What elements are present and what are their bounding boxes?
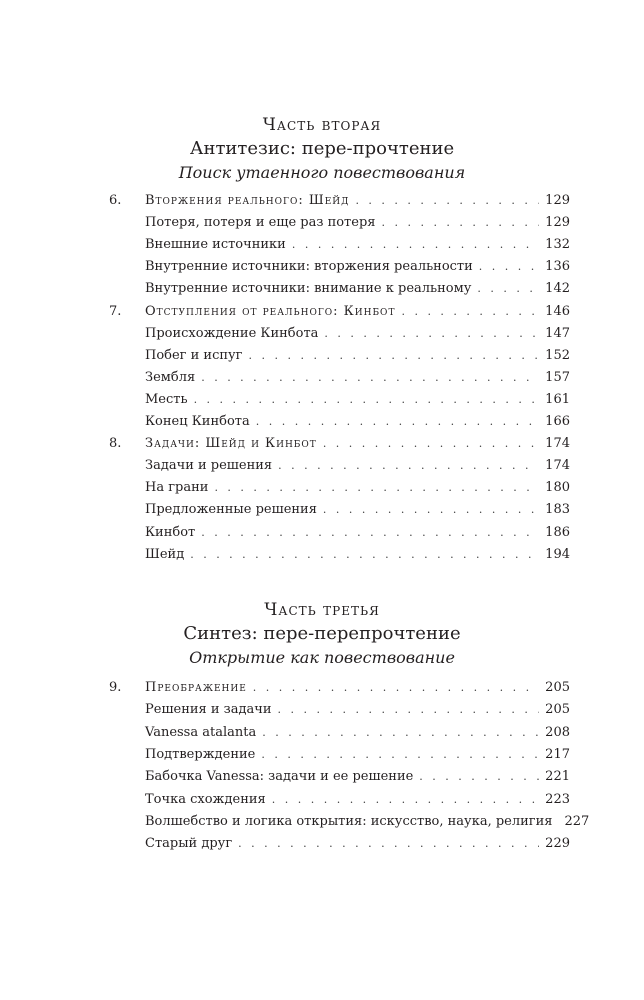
toc-section-entry (0, 411, 644, 433)
page-number: 129 (545, 215, 570, 231)
dot-leader (201, 522, 539, 544)
entry-title: Вторжения реального: Шейд (145, 193, 350, 208)
page-number: 161 (545, 391, 570, 407)
dot-leader (355, 190, 539, 212)
toc-section-entry (0, 722, 644, 744)
toc-chapter-entry (0, 301, 644, 323)
toc-section-entry (0, 744, 644, 766)
entry-title: На грани (145, 480, 209, 496)
dot-leader (324, 323, 539, 345)
toc-section-entry (0, 455, 644, 477)
toc-section-entry (0, 477, 644, 499)
toc-section-entry (0, 499, 644, 521)
dot-leader (262, 722, 539, 744)
entry-title: Происхождение Кинбота (145, 325, 319, 341)
page-number: 129 (545, 193, 570, 208)
toc-chapter-entry (0, 433, 644, 455)
page-number: 152 (545, 347, 570, 363)
entry-title: Точка схождения (145, 791, 266, 807)
entry-title: Vanessa atalanta (145, 724, 257, 740)
page-number: 166 (545, 414, 570, 429)
part-subtitle: Поиск утаенного повествования (178, 163, 466, 182)
entry-title: Задачи: Шейд и Кинбот (145, 436, 317, 452)
page-number: 186 (545, 524, 570, 540)
toc-chapter-entry (0, 190, 644, 212)
toc-section-entry (0, 256, 644, 278)
dot-leader (401, 301, 539, 323)
toc-section-entry (0, 544, 644, 566)
part-label: Часть вторая (262, 115, 382, 135)
dot-leader (477, 278, 539, 300)
dot-leader (272, 789, 539, 811)
part-three-heading (0, 599, 644, 669)
page-number: 136 (545, 259, 570, 275)
page-number: 183 (545, 502, 570, 518)
chapter-number: 8. (109, 436, 122, 452)
dot-leader (278, 699, 540, 721)
page-number: 217 (545, 746, 570, 762)
part-label: Часть третья (264, 600, 380, 620)
dot-leader (261, 744, 539, 766)
entry-title: Внутренние источники: внимание к реальному (145, 281, 472, 297)
entry-title: Старый друг (145, 836, 233, 852)
dot-leader (249, 345, 540, 367)
page-number: 205 (545, 702, 570, 718)
dot-leader (381, 212, 539, 234)
entry-title: Потеря, потеря и еще раз потеря (145, 215, 376, 231)
page-number: 229 (545, 836, 570, 852)
page-number: 174 (545, 458, 570, 474)
dot-leader (253, 677, 539, 699)
entry-title: Побег и испуг (145, 347, 243, 363)
entry-title: Внутренние источники: вторжения реальности (145, 259, 473, 275)
entry-title: Преображение (145, 680, 247, 695)
dot-leader (194, 389, 540, 411)
dot-leader (292, 234, 539, 256)
page-number: 180 (545, 480, 570, 496)
dot-leader (323, 433, 539, 455)
toc-section-entry (0, 811, 644, 833)
toc-section-entry (0, 699, 644, 721)
entry-title: Волшебство и логика открытия: искусство, наука, религия (145, 813, 553, 829)
dot-leader (323, 499, 539, 521)
toc-section-entry (0, 522, 644, 544)
page-number: 147 (545, 325, 570, 341)
chapter-number: 6. (109, 193, 122, 208)
part-title: Синтез: пере-перепрочтение (183, 623, 461, 644)
page-number: 146 (545, 303, 570, 319)
dot-leader (419, 766, 539, 788)
entry-title: Предложенные решения (145, 502, 317, 518)
page-number: 227 (564, 813, 590, 829)
entry-title: Бабочка Vanessa: задачи и ее решение (145, 769, 414, 785)
toc-section-entry (0, 278, 644, 300)
entry-title: Кинбот (145, 524, 196, 540)
entry-title: Зембля (145, 369, 196, 385)
toc-section-entry (0, 367, 644, 389)
page-number: 174 (545, 436, 570, 452)
entry-title: Месть (145, 391, 188, 407)
entry-title: Решения и задачи (145, 702, 272, 718)
page-number: 221 (545, 769, 570, 785)
page-number: 205 (545, 680, 570, 695)
toc-section-entry (0, 789, 644, 811)
dot-leader (190, 544, 539, 566)
entry-title: Внешние источники (145, 237, 286, 253)
dot-leader (479, 256, 539, 278)
dot-leader (278, 455, 539, 477)
page-number: 142 (545, 281, 570, 297)
page-number: 208 (545, 724, 570, 740)
dot-leader (238, 833, 539, 855)
toc-section-entry (0, 833, 644, 855)
toc-section-entry (0, 323, 644, 345)
toc-chapter-entry (0, 677, 644, 699)
part-subtitle: Открытие как повествование (189, 648, 455, 667)
entry-title: Отступления от реального: Кинбот (145, 303, 396, 319)
dot-leader (256, 411, 539, 433)
page-number: 132 (545, 237, 570, 253)
dot-leader (214, 477, 539, 499)
toc-section-entry (0, 389, 644, 411)
toc-section-entry (0, 212, 644, 234)
toc-section-entry (0, 766, 644, 788)
dot-leader (201, 367, 539, 389)
part-title: Антитезис: пере-прочтение (189, 138, 455, 159)
entry-title: Конец Кинбота (145, 414, 250, 429)
entry-title: Шейд (145, 546, 185, 562)
chapter-number: 9. (109, 680, 122, 695)
part-two-heading (0, 114, 644, 184)
chapter-number: 7. (109, 303, 122, 319)
page-number: 157 (545, 369, 570, 385)
toc-section-entry (0, 234, 644, 256)
page-number: 194 (545, 546, 570, 562)
toc-section-entry (0, 345, 644, 367)
entry-title: Задачи и решения (145, 458, 273, 474)
entry-title: Подтверждение (145, 746, 256, 762)
page-number: 223 (545, 791, 570, 807)
